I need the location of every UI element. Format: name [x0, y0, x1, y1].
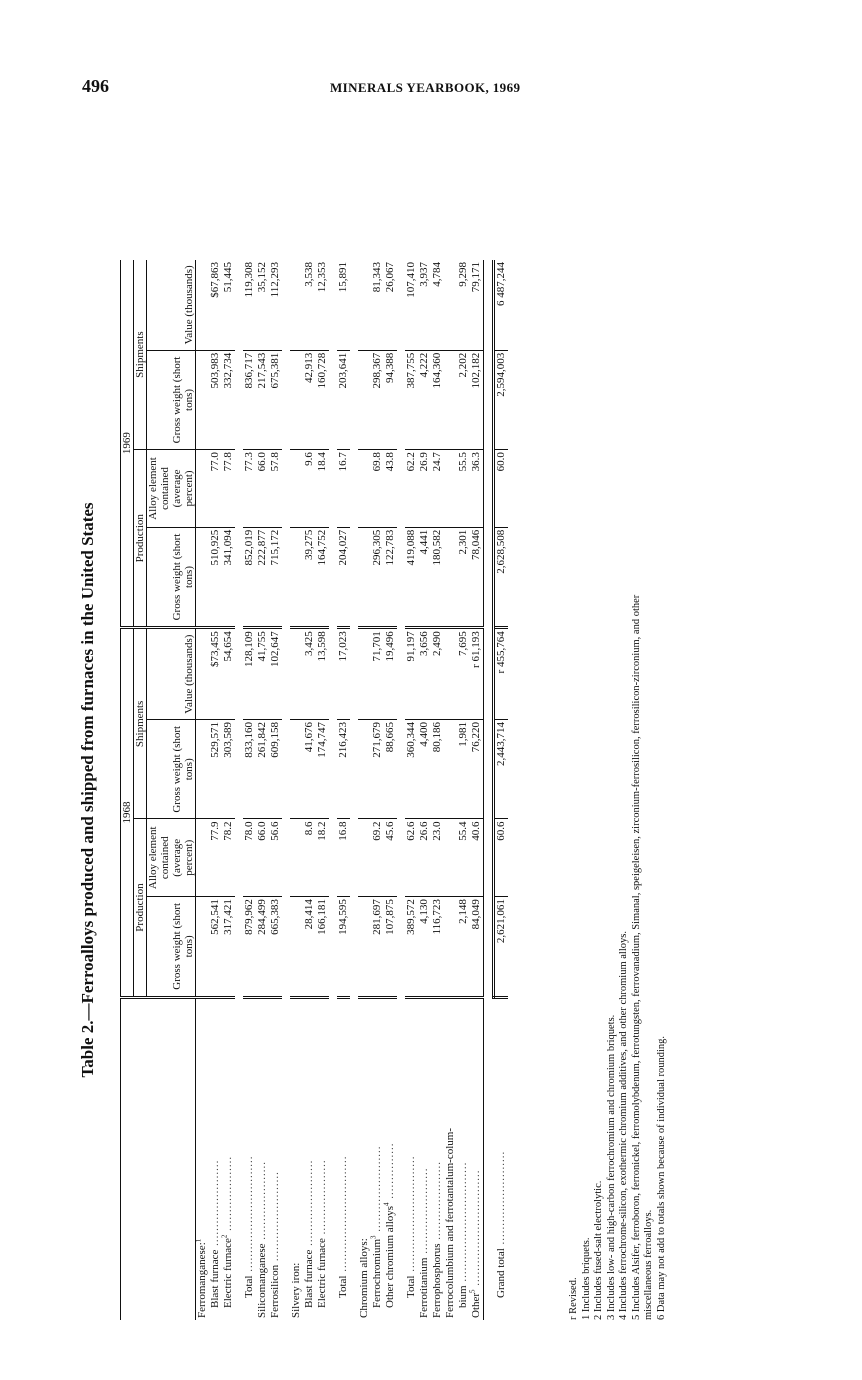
cell — [444, 897, 457, 998]
row-label — [269, 997, 282, 1320]
cell: 71,701 — [371, 628, 384, 720]
leader-dots: ..................... — [431, 1160, 443, 1244]
table-row — [337, 260, 350, 1320]
footnote-ref: 3 — [369, 1235, 378, 1239]
cell: 341,094 — [222, 527, 235, 628]
footnote: 1 Includes briquets. — [580, 1237, 592, 1320]
cell: 360,344 — [405, 720, 418, 819]
row-label-text: Ferromanganese: — [196, 1242, 208, 1318]
row-label-text: Electric furnace — [316, 1238, 328, 1308]
col-header: Alloy element contained (average percent) — [147, 819, 196, 897]
cell: 60.6 — [494, 819, 509, 897]
cell: 271,679 — [371, 720, 384, 819]
cell: 36.3 — [470, 450, 484, 528]
row-label — [457, 997, 470, 1320]
group-header-production-1969: Production — [134, 450, 147, 628]
cell: 88,665 — [384, 720, 397, 819]
cell: 317,421 — [222, 897, 235, 998]
cell: 665,383 — [269, 897, 282, 998]
cell: 216,423 — [337, 720, 350, 819]
row-label-text: Chromium alloys: — [358, 1238, 370, 1318]
col-header: Value (thousands) — [147, 260, 196, 350]
cell: 3,656 — [418, 628, 431, 720]
cell: 76,220 — [470, 720, 484, 819]
table-row — [358, 260, 371, 1320]
cell: 62.6 — [405, 819, 418, 897]
cell — [290, 819, 303, 897]
row-label-text: Ferrosilicon — [269, 1264, 281, 1318]
cell — [196, 527, 210, 628]
row-label — [303, 997, 316, 1320]
cell — [196, 350, 210, 449]
footnotes — [568, 140, 668, 1320]
cell: 7,695 — [457, 628, 470, 720]
cell: 13,598 — [316, 628, 329, 720]
cell: 4,441 — [418, 527, 431, 628]
leader-dots: ................................ — [457, 1161, 469, 1286]
cell: 332,734 — [222, 350, 235, 449]
row-label — [444, 997, 457, 1320]
cell — [444, 260, 457, 350]
cell: 160,728 — [316, 350, 329, 449]
cell: 389,572 — [405, 897, 418, 998]
footnote: miscellaneous ferroalloys. — [643, 1209, 654, 1320]
row-label — [222, 997, 235, 1320]
cell: 24.7 — [431, 450, 444, 528]
leader-dots: ..................... — [256, 1160, 268, 1244]
cell: 26,067 — [384, 260, 397, 350]
cell — [290, 260, 303, 350]
table-row — [256, 260, 269, 1320]
cell: 281,697 — [371, 897, 384, 998]
row-label — [243, 997, 256, 1320]
cell — [358, 897, 371, 998]
cell: 57.8 — [269, 450, 282, 528]
cell: 94,388 — [384, 350, 397, 449]
row-label-text: Other chromium alloys — [384, 1205, 396, 1308]
cell: 8.6 — [303, 819, 316, 897]
cell: 3,425 — [303, 628, 316, 720]
col-header: Gross weight (short tons) — [147, 527, 196, 628]
ferroalloys-table — [120, 260, 508, 1320]
cell: 39,275 — [303, 527, 316, 628]
row-label-text: Other — [470, 1292, 482, 1318]
cell: 2,628,508 — [494, 527, 509, 628]
cell: 18.2 — [316, 819, 329, 897]
cell: 879,962 — [243, 897, 256, 998]
footnote: r Revised. — [568, 1277, 579, 1320]
cell — [196, 628, 210, 720]
cell: 194,595 — [337, 897, 350, 998]
spacer-row — [484, 260, 494, 1320]
leader-dots: .................... — [316, 1159, 328, 1239]
spacer-row — [397, 260, 405, 1320]
cell: 66.0 — [256, 819, 269, 897]
table-row — [316, 260, 329, 1320]
table-title: Table 2.—Ferroalloys produced and shipped from furnaces in the United States — [78, 502, 97, 1078]
footnote: 6 Data may not add to totals shown because of individual rounding. — [655, 1035, 667, 1320]
leader-dots: .................... — [222, 1155, 234, 1235]
running-head: MINERALS YEARBOOK, 1969 — [330, 80, 521, 95]
cell: 296,305 — [371, 527, 384, 628]
cell: 1,981 — [457, 720, 470, 819]
col-header: Gross weight (short tons) — [147, 897, 196, 998]
row-label-text: Silvery iron: — [290, 1262, 302, 1318]
cell: 15,891 — [337, 260, 350, 350]
col-header: Gross weight (short tons) — [147, 720, 196, 819]
footnote-ref: 1 — [194, 1238, 203, 1243]
table-row — [418, 260, 431, 1320]
cell: 102,182 — [470, 350, 484, 449]
cell: 43.8 — [384, 450, 397, 528]
cell: 69.2 — [371, 819, 384, 897]
cell: 23.0 — [431, 819, 444, 897]
cell: 81,343 — [371, 260, 384, 350]
row-label — [256, 997, 269, 1320]
cell — [358, 260, 371, 350]
row-label — [290, 997, 303, 1320]
row-label-text: Grand total — [495, 1248, 507, 1298]
footnote: 2 Includes fused-salt electrolytic. — [593, 1180, 604, 1320]
cell: 18.4 — [316, 450, 329, 528]
cell: 166,181 — [316, 897, 329, 998]
table-row — [303, 260, 316, 1320]
footnote: 4 Includes ferrochrome-silicon, exothermic chromium additives, and other chromium alloys. — [618, 931, 629, 1320]
footnote: 3 Includes low- and high-carbon ferrochromium and chromium briquets. — [605, 1014, 617, 1320]
cell: 303,589 — [222, 720, 235, 819]
row-label — [358, 997, 371, 1320]
cell: 529,571 — [209, 720, 222, 819]
leader-dots: ....................... — [418, 1167, 430, 1258]
col-header: Value (thousands) — [147, 628, 196, 720]
table-row — [196, 260, 210, 1320]
cell: 9.6 — [303, 450, 316, 528]
cell: 78.0 — [243, 819, 256, 897]
cell: 562,541 — [209, 897, 222, 998]
cell: 503,983 — [209, 350, 222, 449]
cell: 69.8 — [371, 450, 384, 528]
cell — [358, 350, 371, 449]
cell: 84,049 — [470, 897, 484, 998]
cell — [444, 527, 457, 628]
spacer-row — [282, 260, 290, 1320]
cell: 852,019 — [243, 527, 256, 628]
footnote-ref: 2 — [220, 1234, 229, 1239]
cell: 12,353 — [316, 260, 329, 350]
cell: 77.8 — [222, 450, 235, 528]
leader-dots: ......................... — [495, 1150, 507, 1249]
year-header-1969: 1969 — [121, 260, 134, 628]
cell — [444, 450, 457, 528]
year-header-1968: 1968 — [121, 628, 134, 997]
cell: 54,654 — [222, 628, 235, 720]
cell: 16.7 — [337, 450, 350, 528]
leader-dots: ....................... — [303, 1159, 315, 1250]
cell: $73,455 — [209, 628, 222, 720]
footnote: 5 Includes Alsifer, ferroboron, ferronickel, ferromolybdenum, ferrotungsten, ferrovanadium, Simanal, speigeleisen, zirconium-ferrosilicon, ferrosilicon-zirconium, and other — [630, 594, 642, 1320]
leader-dots: ........................ — [269, 1171, 281, 1265]
row-label-text: Blast furnace — [209, 1249, 221, 1308]
cell: 80,186 — [431, 720, 444, 819]
row-label-text: Total — [243, 1275, 255, 1298]
table-row — [405, 260, 418, 1320]
table-row — [384, 260, 397, 1320]
cell: 102,647 — [269, 628, 282, 720]
cell: 17,023 — [337, 628, 350, 720]
cell: 16.8 — [337, 819, 350, 897]
cell: 2,301 — [457, 527, 470, 628]
row-label — [494, 997, 509, 1320]
cell: 510,925 — [209, 527, 222, 628]
row-label-text: Ferrotitanium — [418, 1257, 430, 1318]
row-label — [470, 997, 484, 1320]
group-header-shipments-1969: Shipments — [134, 260, 147, 450]
cell: 833,160 — [243, 720, 256, 819]
cell: 112,293 — [269, 260, 282, 350]
cell — [196, 897, 210, 998]
cell: 6 487,244 — [494, 260, 509, 350]
cell: 51,445 — [222, 260, 235, 350]
cell: 4,130 — [418, 897, 431, 998]
cell — [358, 720, 371, 819]
row-label — [337, 997, 350, 1320]
cell: 77.3 — [243, 450, 256, 528]
cell: 284,499 — [256, 897, 269, 998]
group-header-production-1968: Production — [134, 819, 147, 997]
cell: 419,088 — [405, 527, 418, 628]
cell: 119,308 — [243, 260, 256, 350]
leader-dots: ............... — [384, 1142, 396, 1203]
row-label-text: Total — [405, 1275, 417, 1298]
cell: 3,538 — [303, 260, 316, 350]
col-header: Gross weight (short tons) — [147, 350, 196, 449]
row-label — [316, 997, 329, 1320]
row-label — [431, 997, 444, 1320]
cell: 4,222 — [418, 350, 431, 449]
cell: 2,490 — [431, 628, 444, 720]
leader-dots: ............................... — [470, 1169, 482, 1290]
cell: 55.5 — [457, 450, 470, 528]
table-row — [470, 260, 484, 1320]
table-row — [209, 260, 222, 1320]
cell: 19,496 — [384, 628, 397, 720]
cell: 2,443,714 — [494, 720, 509, 819]
cell: 180,582 — [431, 527, 444, 628]
cell — [196, 450, 210, 528]
table-row — [494, 260, 509, 1320]
cell — [444, 819, 457, 897]
cell: 41,676 — [303, 720, 316, 819]
cell: 128,109 — [243, 628, 256, 720]
row-label-text: Blast furnace — [303, 1249, 315, 1308]
cell: 77.0 — [209, 450, 222, 528]
cell: 116,723 — [431, 897, 444, 998]
table-row — [444, 260, 457, 1320]
leader-dots: ....................... — [209, 1159, 221, 1250]
cell: 4,784 — [431, 260, 444, 350]
row-label-text: bium — [457, 1285, 469, 1308]
spacer-row — [350, 260, 358, 1320]
row-label — [384, 997, 397, 1320]
cell: 79,171 — [470, 260, 484, 350]
cell: 164,752 — [316, 527, 329, 628]
cell: $67,863 — [209, 260, 222, 350]
cell: 203,641 — [337, 350, 350, 449]
row-label — [196, 997, 210, 1320]
row-label — [371, 997, 384, 1320]
cell — [290, 527, 303, 628]
row-label-text: Silicomanganese — [256, 1243, 268, 1318]
spacer-row — [329, 260, 337, 1320]
leader-dots: ............................... — [405, 1155, 417, 1276]
cell: 40.6 — [470, 819, 484, 897]
rotated-table-page — [78, 60, 718, 1320]
table-row — [222, 260, 235, 1320]
cell — [358, 450, 371, 528]
cell: 715,172 — [269, 527, 282, 628]
row-label-text: Ferrophosphorus — [431, 1243, 443, 1318]
cell: 56.6 — [269, 819, 282, 897]
footnote-ref: 5 — [468, 1289, 477, 1293]
cell — [290, 628, 303, 720]
cell: 387,755 — [405, 350, 418, 449]
cell: 42,913 — [303, 350, 316, 449]
leader-dots: ....................... — [371, 1145, 383, 1236]
cell: 107,875 — [384, 897, 397, 998]
cell: 28,414 — [303, 897, 316, 998]
cell: 55.4 — [457, 819, 470, 897]
cell: 222,877 — [256, 527, 269, 628]
cell — [444, 720, 457, 819]
leader-dots: ............................... — [243, 1155, 255, 1276]
row-label — [418, 997, 431, 1320]
cell: 122,783 — [384, 527, 397, 628]
table-row — [371, 260, 384, 1320]
cell: 217,543 — [256, 350, 269, 449]
group-header-shipments-1968: Shipments — [134, 628, 147, 819]
cell: 91,197 — [405, 628, 418, 720]
cell: 66.0 — [256, 450, 269, 528]
col-header: Alloy element contained (average percent) — [147, 450, 196, 528]
cell: 174,747 — [316, 720, 329, 819]
cell: 164,360 — [431, 350, 444, 449]
stub-header — [121, 997, 196, 1320]
cell: 3,937 — [418, 260, 431, 350]
row-label — [405, 997, 418, 1320]
cell: 107,410 — [405, 260, 418, 350]
row-label-text: Electric furnace — [222, 1238, 234, 1308]
cell: 41,755 — [256, 628, 269, 720]
cell: 4,400 — [418, 720, 431, 819]
row-label-text: Ferrochromium — [371, 1238, 383, 1308]
cell: 2,594,003 — [494, 350, 509, 449]
cell: r 61,193 — [470, 628, 484, 720]
spacer-row — [235, 260, 243, 1320]
cell — [444, 628, 457, 720]
cell: 26.6 — [418, 819, 431, 897]
cell: 77.9 — [209, 819, 222, 897]
cell — [444, 350, 457, 449]
cell — [358, 628, 371, 720]
cell — [196, 720, 210, 819]
table-row — [243, 260, 256, 1320]
table-row — [431, 260, 444, 1320]
table-row — [290, 260, 303, 1320]
table-row — [457, 260, 470, 1320]
row-label-text: Total — [337, 1275, 349, 1298]
cell: 204,027 — [337, 527, 350, 628]
table-row — [269, 260, 282, 1320]
cell: 45.6 — [384, 819, 397, 897]
cell: 2,202 — [457, 350, 470, 449]
row-label-text: Ferrocolumbium and ferrotantalum-colum- — [444, 1128, 456, 1318]
cell: 78,046 — [470, 527, 484, 628]
leader-dots: ............................... — [337, 1155, 349, 1276]
cell: 26.9 — [418, 450, 431, 528]
cell: 836,717 — [243, 350, 256, 449]
cell — [290, 350, 303, 449]
cell: 2,148 — [457, 897, 470, 998]
row-label — [209, 997, 222, 1320]
cell: 9,298 — [457, 260, 470, 350]
cell: 261,842 — [256, 720, 269, 819]
cell — [358, 527, 371, 628]
cell: 298,367 — [371, 350, 384, 449]
cell — [290, 720, 303, 819]
cell: r 455,764 — [494, 628, 509, 720]
cell: 609,158 — [269, 720, 282, 819]
cell — [196, 260, 210, 350]
cell — [358, 819, 371, 897]
cell: 78.2 — [222, 819, 235, 897]
cell: 62.2 — [405, 450, 418, 528]
page-number: 496 — [82, 76, 109, 96]
cell: 675,381 — [269, 350, 282, 449]
footnote-ref: 4 — [382, 1202, 391, 1206]
cell — [196, 819, 210, 897]
cell — [290, 450, 303, 528]
cell — [290, 897, 303, 998]
cell: 60.0 — [494, 450, 509, 528]
cell: 2,621,061 — [494, 897, 509, 998]
cell: 35,152 — [256, 260, 269, 350]
